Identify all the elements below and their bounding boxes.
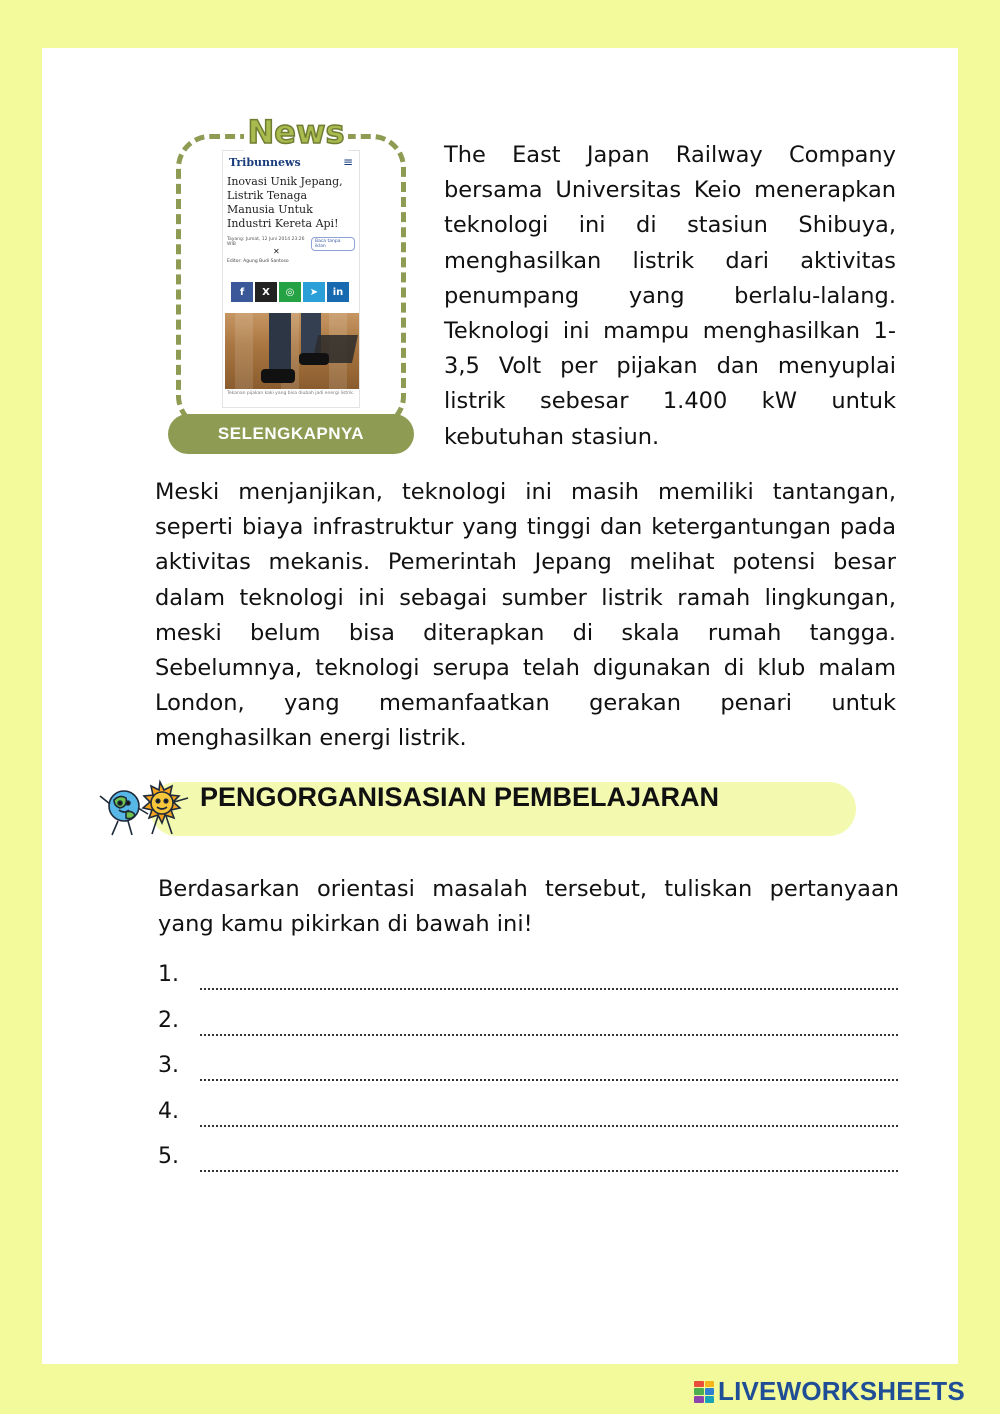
instruction-text: Berdasarkan orientasi masalah tersebut, tuliskan pertanyaan yang kamu pikirkan di bawah ini! (158, 876, 899, 937)
answer-input-3[interactable] (200, 1057, 898, 1076)
answer-row (158, 1144, 898, 1190)
answer-number: 3. (158, 1053, 179, 1078)
answer-row (158, 962, 898, 1008)
article-paragraph-1: The East Japan Railway Company bersama Universitas Keio menerapkan teknologi ini di stasiun Shibuya, menghasilkan listrik dari aktivitas penumpang yang berlalu-lalang. Teknologi ini mampu menghasilkan 1-3,5 Volt per pijakan dan menyuplai listrik sebesar 1.400 kW untuk kebutuhan stasiun. (444, 142, 896, 450)
x-icon: X (255, 282, 277, 302)
news-meta (223, 231, 359, 251)
news-headline: Inovasi Unik Jepang, Listrik Tenaga Manusia Untuk Industri Kereta Api! (227, 175, 343, 230)
answer-number: 1. (158, 962, 179, 987)
answer-input-2[interactable] (200, 1012, 898, 1031)
photo-caption: Tekanan pijakan kaki yang bisa diubah jadi energi listrik. (227, 391, 355, 396)
close-icon: ✕ (273, 247, 280, 256)
news-badge: News (244, 110, 348, 154)
section-title: PENGORGANISASIAN PEMBELAJARAN (200, 782, 720, 812)
answer-line (200, 1103, 898, 1127)
telegram-icon: ➤ (303, 282, 325, 302)
answer-input-5[interactable] (200, 1148, 898, 1167)
answer-line (200, 966, 898, 990)
news-editor: Editor: Agung Budi Santoso (227, 259, 289, 264)
whatsapp-icon: ◎ (279, 282, 301, 302)
answer-row (158, 1053, 898, 1099)
facebook-icon: f (231, 282, 253, 302)
liveworksheets-brand[interactable] (694, 1376, 965, 1407)
read-more-button[interactable]: SELENGKAPNYA (168, 414, 414, 454)
news-date: Tayang: Jumat, 12 Juni 2014 23:26 WIB (227, 237, 305, 247)
answer-line (200, 1057, 898, 1081)
site-logo: Tribunnews (229, 155, 301, 169)
answer-line (200, 1148, 898, 1172)
answer-row (158, 1008, 898, 1054)
news-photo (225, 313, 359, 389)
earth-sun-mascot-icon (98, 776, 194, 842)
answer-number: 5. (158, 1144, 179, 1169)
answer-line (200, 1012, 898, 1036)
answer-row (158, 1099, 898, 1145)
answer-input-1[interactable] (200, 966, 898, 985)
news-screenshot (222, 150, 360, 408)
answer-number: 2. (158, 1007, 179, 1033)
ad-free-pill: Baca tanpa iklan (311, 237, 355, 251)
answer-list (158, 962, 898, 1190)
brand-name: LIVEWORKSHEETS (718, 1376, 965, 1406)
menu-icon: ≡ (342, 155, 353, 169)
share-buttons (231, 282, 349, 302)
answer-number: 4. (158, 1098, 179, 1124)
article-paragraph-2: Meski menjanjikan, teknologi ini masih memiliki tantangan, seperti biaya infrastruktur yang tinggi dan ketergantungan pada aktivitas mekanis. Pemerintah Jepang melihat potensi besar dalam teknologi ini sebagai sumber listrik ramah lingkungan, meski belum bisa diterapkan di skala rumah tangga. Sebelumnya, teknologi serupa telah digunakan di klub malam London, yang memanfaatkan gerakan penari untuk menghasilkan energi listrik. (155, 479, 896, 752)
news-site-header (223, 151, 359, 173)
linkedin-icon: in (327, 282, 349, 302)
answer-input-4[interactable] (200, 1103, 898, 1122)
liveworksheets-logo-icon (694, 1381, 714, 1403)
